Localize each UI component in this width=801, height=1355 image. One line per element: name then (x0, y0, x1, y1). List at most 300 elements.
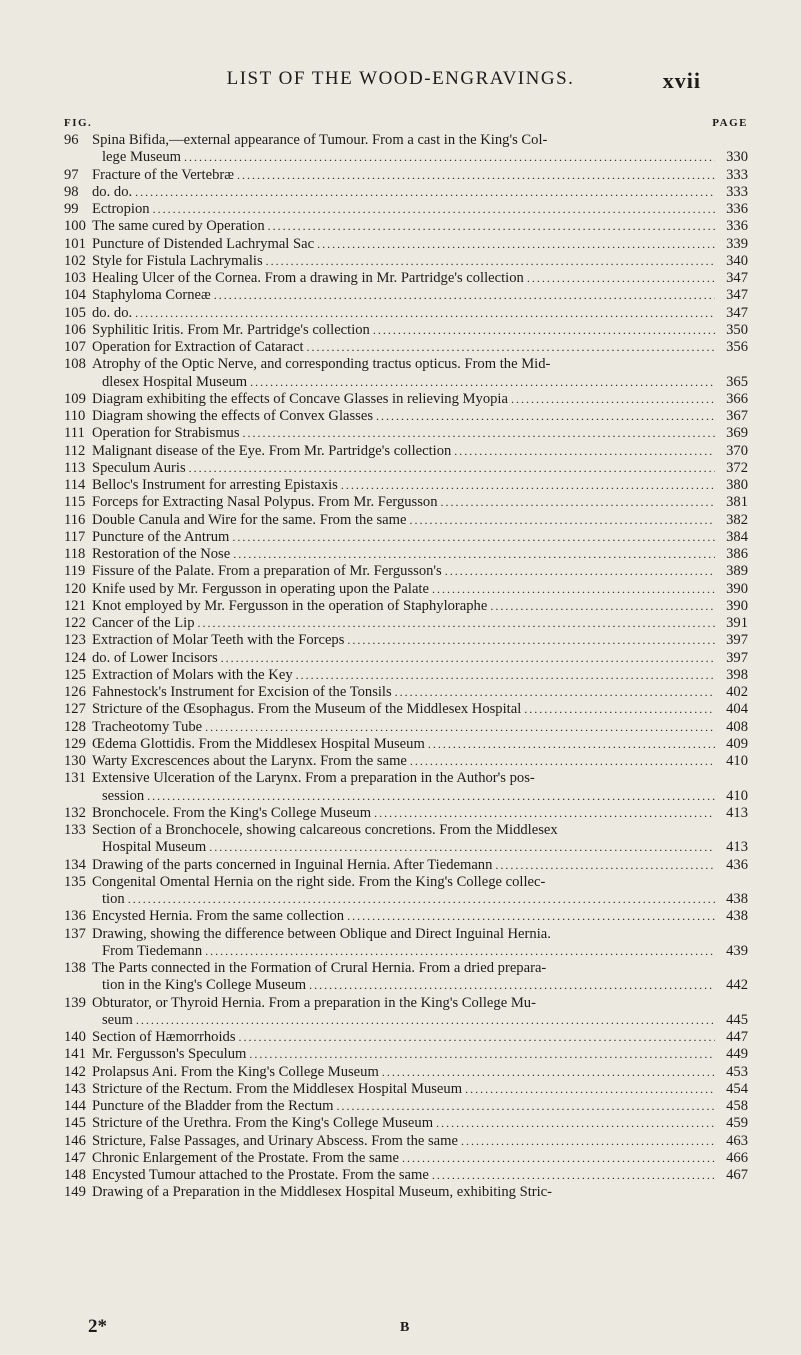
engravings-list (64, 132, 748, 1202)
figure-number: 97 (64, 166, 79, 183)
entry-line (92, 581, 748, 598)
figure-number: 147 (64, 1149, 86, 1166)
page-number: 390 (726, 597, 748, 614)
entry-line (92, 149, 748, 166)
entry-text: Cancer of the Lip (92, 615, 195, 631)
page-number: 409 (726, 735, 748, 752)
figure-number: 113 (64, 459, 86, 476)
page-number: 442 (726, 977, 748, 994)
figure-number: 123 (64, 632, 86, 649)
entry-body (92, 391, 748, 408)
figure-number: 120 (64, 580, 86, 597)
entry-line (92, 1046, 748, 1063)
page-number: 445 (726, 1011, 748, 1028)
list-item (64, 1029, 748, 1046)
entry-text: lege Museum (102, 149, 182, 166)
entry-text: Bronchocele. From the King's College Museum (92, 804, 372, 821)
entry-text: Stricture, False Passages, and Urinary Abscess. From the same (92, 1132, 458, 1149)
entry-line (92, 1029, 748, 1046)
page-number: 410 (726, 787, 748, 804)
page-number: 336 (726, 201, 748, 217)
dot-leader (268, 218, 715, 235)
figure-number: 99 (64, 201, 79, 217)
figure-number: 116 (64, 511, 86, 528)
entry-text: Mr. Fergusson's Speculum (92, 1046, 247, 1063)
entry-line (92, 460, 748, 477)
dot-leader (189, 460, 715, 477)
page-number: 372 (726, 459, 748, 476)
entry-body (92, 236, 748, 253)
dot-leader (382, 1064, 715, 1081)
entry-line (92, 408, 748, 425)
figure-number: 137 (64, 925, 86, 942)
dot-leader (373, 322, 715, 339)
entry-line (92, 425, 748, 442)
figure-number: 104 (64, 287, 86, 304)
entry-body (92, 598, 748, 615)
entry-text: Forceps for Extracting Nasal Polypus. From Mr. Fergusson (92, 494, 438, 511)
entry-text: Section of Hæmorrhoids (92, 1029, 236, 1045)
running-header (100, 68, 701, 98)
entry-text: Syphilitic Iritis. From Mr. Partridge's collection (92, 321, 370, 338)
page-number: 410 (726, 753, 748, 769)
dot-leader (214, 287, 715, 304)
entry-body (92, 287, 748, 304)
page-number: 350 (726, 321, 748, 338)
fig-column-heading: FIG. (64, 117, 93, 129)
entry-body (92, 857, 748, 874)
list-item (64, 477, 748, 494)
entry-body (92, 132, 748, 167)
page-number: 336 (726, 218, 748, 235)
figure-number: 146 (64, 1132, 86, 1149)
page-number: 382 (726, 511, 748, 528)
dot-leader (428, 736, 715, 753)
page-number: 369 (726, 425, 748, 442)
entry-text: Drawing, showing the difference between Oblique and Direct Inguinal Hernia. (92, 925, 551, 942)
page-footer (0, 1316, 801, 1340)
figure-number: 110 (64, 408, 86, 424)
figure-number: 112 (64, 442, 86, 459)
page-number: 463 (726, 1132, 748, 1149)
list-item (64, 1064, 748, 1081)
entry-body (92, 167, 748, 184)
entry-line (92, 494, 748, 511)
list-item (64, 857, 748, 874)
figure-number: 140 (64, 1029, 86, 1045)
list-item (64, 339, 748, 356)
entry-text: Puncture of the Antrum (92, 528, 230, 545)
entry-text: do. do. (92, 304, 133, 321)
entry-line (92, 201, 748, 218)
page-number: 347 (726, 287, 748, 304)
dot-leader (341, 477, 715, 494)
figure-number: 132 (64, 804, 86, 821)
entry-body (92, 908, 748, 925)
list-item (64, 1115, 748, 1132)
entry-body (92, 425, 748, 442)
entry-line (92, 529, 748, 546)
list-item (64, 632, 748, 649)
entry-line (92, 822, 748, 839)
list-item (64, 512, 748, 529)
list-item (64, 1133, 748, 1150)
entry-body (92, 1133, 748, 1150)
figure-number: 109 (64, 390, 86, 407)
entry-text: Puncture of Distended Lachrymal Sac (92, 235, 315, 252)
entry-line (92, 839, 748, 856)
entry-body (92, 270, 748, 287)
entry-line (92, 943, 748, 960)
figure-number: 142 (64, 1063, 86, 1080)
figure-number: 141 (64, 1046, 86, 1063)
page-number: 449 (726, 1046, 748, 1063)
list-item (64, 201, 748, 218)
entry-line (92, 132, 748, 149)
entry-text: Belloc's Instrument for arresting Epistaxis (92, 477, 338, 493)
list-item (64, 719, 748, 736)
dot-leader (402, 1150, 715, 1167)
entry-text: Obturator, or Thyroid Hernia. From a preparation in the King's College Mu- (92, 994, 536, 1011)
entry-body (92, 736, 748, 753)
entry-line (92, 598, 748, 615)
page-number: 333 (726, 183, 748, 200)
entry-line (92, 719, 748, 736)
list-item (64, 908, 748, 925)
entry-line (92, 926, 748, 943)
entry-body (92, 339, 748, 356)
entry-body (92, 1150, 748, 1167)
page-number: 339 (726, 235, 748, 252)
entry-line (92, 563, 748, 580)
page-number: 391 (726, 615, 748, 631)
dot-leader (153, 201, 715, 218)
entry-line (92, 443, 748, 460)
figure-number: 143 (64, 1080, 86, 1097)
dot-leader (441, 494, 716, 511)
list-item (64, 770, 748, 805)
entry-body (92, 805, 748, 822)
entry-body (92, 1029, 748, 1046)
entry-text: Drawing of the parts concerned in Inguinal Hernia. After Tiedemann (92, 856, 493, 873)
dot-leader (209, 839, 715, 856)
entry-text: Extraction of Molar Teeth with the Forceps (92, 632, 345, 649)
page-number: 404 (726, 701, 748, 718)
page-number: 390 (726, 580, 748, 597)
entry-text: Encysted Hernia. From the same collection (92, 908, 345, 925)
entry-text: Ectropion (92, 201, 150, 217)
dot-leader (495, 857, 715, 874)
entry-body (92, 753, 748, 770)
column-headings (64, 117, 748, 131)
entry-text: Operation for Strabismus (92, 425, 240, 442)
figure-number: 130 (64, 753, 86, 769)
entry-line (92, 753, 748, 770)
dot-leader (445, 563, 715, 580)
figure-number: 108 (64, 356, 86, 373)
figure-number: 121 (64, 597, 86, 614)
entry-line (92, 960, 748, 977)
figure-number: 135 (64, 873, 86, 890)
dot-leader (337, 1098, 715, 1115)
list-item (64, 995, 748, 1030)
entry-body (92, 218, 748, 235)
roman-page-number: xvii (662, 68, 701, 93)
page-number: 380 (726, 477, 748, 493)
dot-leader (454, 443, 715, 460)
entry-body (92, 667, 748, 684)
page-number: 453 (726, 1063, 748, 1080)
entry-line (92, 1012, 748, 1029)
dot-leader (374, 805, 715, 822)
page-number: 340 (726, 252, 748, 269)
entry-line (92, 391, 748, 408)
page-number: 467 (726, 1167, 748, 1183)
entry-line (92, 270, 748, 287)
page-number: 397 (726, 632, 748, 649)
list-item (64, 615, 748, 632)
entry-body (92, 1167, 748, 1184)
entry-body (92, 1115, 748, 1132)
entry-body (92, 1081, 748, 1098)
entry-line (92, 701, 748, 718)
list-item (64, 322, 748, 339)
entry-line (92, 805, 748, 822)
entry-line (92, 184, 748, 201)
list-item (64, 581, 748, 598)
list-item (64, 218, 748, 235)
entry-line (92, 218, 748, 235)
entry-text: Diagram exhibiting the effects of Concave Glasses in relieving Myopia (92, 390, 508, 407)
entry-line (92, 891, 748, 908)
entry-body (92, 650, 748, 667)
header-title: LIST OF THE WOOD-ENGRAVINGS. (226, 68, 575, 89)
page-number: 330 (726, 149, 748, 166)
entry-line (92, 874, 748, 891)
figure-number: 136 (64, 908, 86, 925)
page-number: 370 (726, 442, 748, 459)
entry-body (92, 1184, 748, 1201)
page-number: 454 (726, 1080, 748, 1097)
entry-line (92, 167, 748, 184)
list-item (64, 546, 748, 563)
entry-body (92, 201, 748, 218)
dot-leader (128, 891, 715, 908)
entry-body (92, 995, 748, 1030)
figure-number: 118 (64, 546, 86, 562)
figure-number: 114 (64, 477, 86, 493)
entry-text: Style for Fistula Lachrymalis (92, 252, 263, 269)
entry-body (92, 581, 748, 598)
list-item (64, 1046, 748, 1063)
list-item (64, 460, 748, 477)
dot-leader (490, 598, 715, 615)
entry-line (92, 1098, 748, 1115)
figure-number: 126 (64, 684, 86, 700)
figure-number: 139 (64, 994, 86, 1011)
dot-leader (232, 529, 715, 546)
page-number: 381 (726, 494, 748, 511)
entry-text: Section of a Bronchocele, showing calcareous concretions. From the Middlesex (92, 822, 558, 838)
page-number: 413 (726, 839, 748, 856)
list-item (64, 667, 748, 684)
entry-text: From Tiedemann (102, 942, 203, 959)
entry-text: Fahnestock's Instrument for Excision of the Tonsils (92, 684, 392, 700)
entry-line (92, 305, 748, 322)
entry-text: Congenital Omental Hernia on the right side. From the King's College collec- (92, 873, 546, 890)
list-item (64, 822, 748, 857)
entry-text: Diagram showing the effects of Convex Glasses (92, 408, 374, 424)
entry-body (92, 632, 748, 649)
entry-line (92, 339, 748, 356)
entry-text: do. do. (92, 183, 133, 200)
entry-text: Tracheotomy Tube (92, 718, 203, 735)
page-number: 439 (726, 942, 748, 959)
list-item (64, 805, 748, 822)
entry-line (92, 1150, 748, 1167)
entry-body (92, 874, 748, 909)
entry-body (92, 719, 748, 736)
dot-leader (266, 253, 715, 270)
list-item (64, 253, 748, 270)
figure-number: 106 (64, 321, 86, 338)
entry-body (92, 253, 748, 270)
page-number: 386 (726, 546, 748, 562)
entry-body (92, 701, 748, 718)
entry-text: Warty Excrescences about the Larynx. From the same (92, 753, 407, 769)
figure-number: 149 (64, 1184, 86, 1201)
page-number: 333 (726, 166, 748, 183)
list-item (64, 408, 748, 425)
list-item (64, 1184, 748, 1201)
list-item (64, 132, 748, 167)
dot-leader (524, 701, 715, 718)
figure-number: 122 (64, 615, 86, 631)
dot-leader (250, 374, 715, 391)
entry-body (92, 460, 748, 477)
list-item (64, 167, 748, 184)
figure-number: 129 (64, 735, 86, 752)
entry-line (92, 236, 748, 253)
dot-leader (432, 1167, 715, 1184)
list-item (64, 391, 748, 408)
dot-leader (317, 236, 715, 253)
page-number: 413 (726, 804, 748, 821)
entry-body (92, 443, 748, 460)
entry-body (92, 477, 748, 494)
entry-body (92, 615, 748, 632)
dot-leader (205, 943, 715, 960)
figure-number: 98 (64, 183, 79, 200)
entry-body (92, 1098, 748, 1115)
list-item (64, 926, 748, 961)
entry-text: seum (102, 1011, 133, 1028)
entry-line (92, 977, 748, 994)
entry-text: Extraction of Molars with the Key (92, 666, 293, 683)
dot-leader (135, 184, 715, 201)
page-number: 458 (726, 1098, 748, 1114)
dot-leader (136, 1012, 715, 1029)
entry-line (92, 684, 748, 701)
entry-body (92, 926, 748, 961)
page-number: 436 (726, 856, 748, 873)
page-column-heading: PAGE (712, 117, 748, 129)
entry-line (92, 736, 748, 753)
figure-number: 133 (64, 822, 86, 838)
list-item (64, 650, 748, 667)
entry-text: Malignant disease of the Eye. From Mr. Partridge's collection (92, 442, 452, 459)
dot-leader (237, 167, 715, 184)
page-number: 367 (726, 408, 748, 424)
page-number: 384 (726, 528, 748, 545)
entry-line (92, 1184, 748, 1201)
page-number: 408 (726, 718, 748, 735)
page-number: 459 (726, 1115, 748, 1132)
list-item (64, 425, 748, 442)
list-item (64, 443, 748, 460)
entry-text: Œdema Glottidis. From the Middlesex Hospital Museum (92, 735, 425, 752)
list-item (64, 305, 748, 322)
figure-number: 148 (64, 1167, 86, 1183)
entry-body (92, 305, 748, 322)
entry-text: Puncture of the Bladder from the Rectum (92, 1098, 334, 1114)
entry-body (92, 770, 748, 805)
figure-number: 128 (64, 718, 86, 735)
page-number: 365 (726, 373, 748, 390)
list-item (64, 563, 748, 580)
entry-body (92, 494, 748, 511)
figure-number: 125 (64, 666, 86, 683)
dot-leader (249, 1046, 715, 1063)
dot-leader (307, 339, 715, 356)
dot-leader (436, 1115, 715, 1132)
entry-text: Chronic Enlargement of the Prostate. From the same (92, 1149, 399, 1166)
figure-number: 144 (64, 1098, 86, 1114)
list-item (64, 753, 748, 770)
entry-line (92, 667, 748, 684)
entry-body (92, 563, 748, 580)
entry-body (92, 1064, 748, 1081)
entry-line (92, 546, 748, 563)
entry-line (92, 356, 748, 373)
page-number: 347 (726, 304, 748, 321)
dot-leader (296, 667, 715, 684)
figure-number: 105 (64, 304, 86, 321)
list-item (64, 1081, 748, 1098)
list-item (64, 270, 748, 287)
page-number: 438 (726, 891, 748, 907)
entry-text: session (102, 787, 145, 804)
entry-text: Hospital Museum (102, 839, 207, 856)
entry-line (92, 477, 748, 494)
page-number: 398 (726, 666, 748, 683)
entry-line (92, 995, 748, 1012)
entry-line (92, 1081, 748, 1098)
entry-line (92, 632, 748, 649)
dot-leader (198, 615, 715, 632)
dot-leader (221, 650, 715, 667)
page-number: 402 (726, 684, 748, 700)
entry-body (92, 822, 748, 857)
entry-text: Fissure of the Palate. From a preparation of Mr. Fergusson's (92, 563, 442, 580)
entry-line (92, 1115, 748, 1132)
entry-text: Spina Bifida,—external appearance of Tumour. From a cast in the King's Col- (92, 132, 548, 148)
dot-leader (527, 270, 715, 287)
entry-text: Stricture of the Urethra. From the King's College Museum (92, 1115, 434, 1132)
entry-text: Knot employed by Mr. Fergusson in the operation of Staphyloraphe (92, 597, 488, 614)
list-item (64, 494, 748, 511)
entry-text: Prolapsus Ani. From the King's College Museum (92, 1063, 379, 1080)
